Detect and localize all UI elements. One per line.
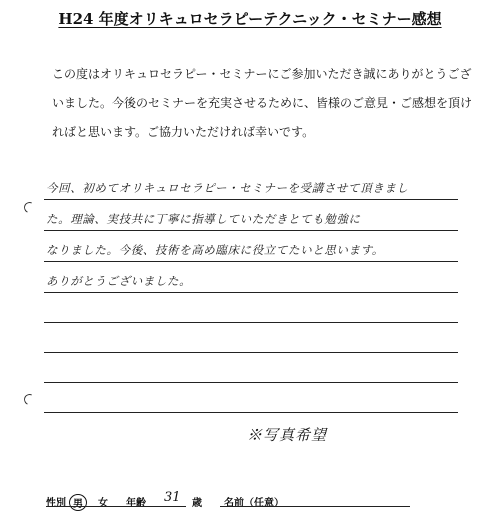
intro-line: いました。今後のセミナーを充実させるために、皆様のご意見・ご感想を頂け: [52, 96, 473, 110]
intro-line: この度はオリキュロセラピー・セミナーにご参加いただき誠にありがとうござ: [52, 67, 472, 81]
footer-underline: [46, 506, 186, 507]
ruled-line: [44, 382, 458, 383]
punch-hole-mark: [22, 200, 36, 214]
handwritten-line: なりました。今後、技術を高め臨床に役立てたいと思います。: [46, 243, 384, 257]
intro-paragraph: [52, 60, 472, 147]
gender-label: 性別: [46, 498, 66, 509]
handwritten-line: ありがとうございました。: [46, 274, 192, 288]
form-title-text: H24 年度オリキュロセラピーテクニック・セミナー感想: [58, 10, 442, 28]
intro-line: ればと思います。ご協力いただければ幸いです。: [52, 125, 315, 139]
form-title: [0, 8, 500, 29]
punch-hole-mark: [22, 392, 36, 406]
name-label: 名前（任意）: [224, 498, 284, 509]
age-value: 31: [164, 490, 181, 505]
ruled-line: [44, 322, 458, 323]
ruled-line: [44, 352, 458, 353]
ruled-line: [44, 261, 458, 262]
handwritten-line: 今回、初めてオリキュロセラピー・セミナーを受講させて頂きまし: [46, 181, 409, 195]
ruled-line: [44, 230, 458, 231]
gender-male-circled: 男: [69, 494, 87, 511]
age-unit: 歳: [192, 498, 202, 509]
ruled-line: [44, 412, 458, 413]
gender-male-option: [72, 494, 87, 511]
gender-female-option: 女: [98, 498, 108, 509]
ruled-line: [44, 292, 458, 293]
name-underline: [220, 506, 410, 507]
handwritten-line: た。理論、実技共に丁寧に指導していただきとても勉強に: [46, 212, 361, 226]
ruled-line: [44, 199, 458, 200]
age-label: 年齢: [126, 498, 146, 509]
photo-wish-note: ※写真希望: [247, 426, 328, 444]
